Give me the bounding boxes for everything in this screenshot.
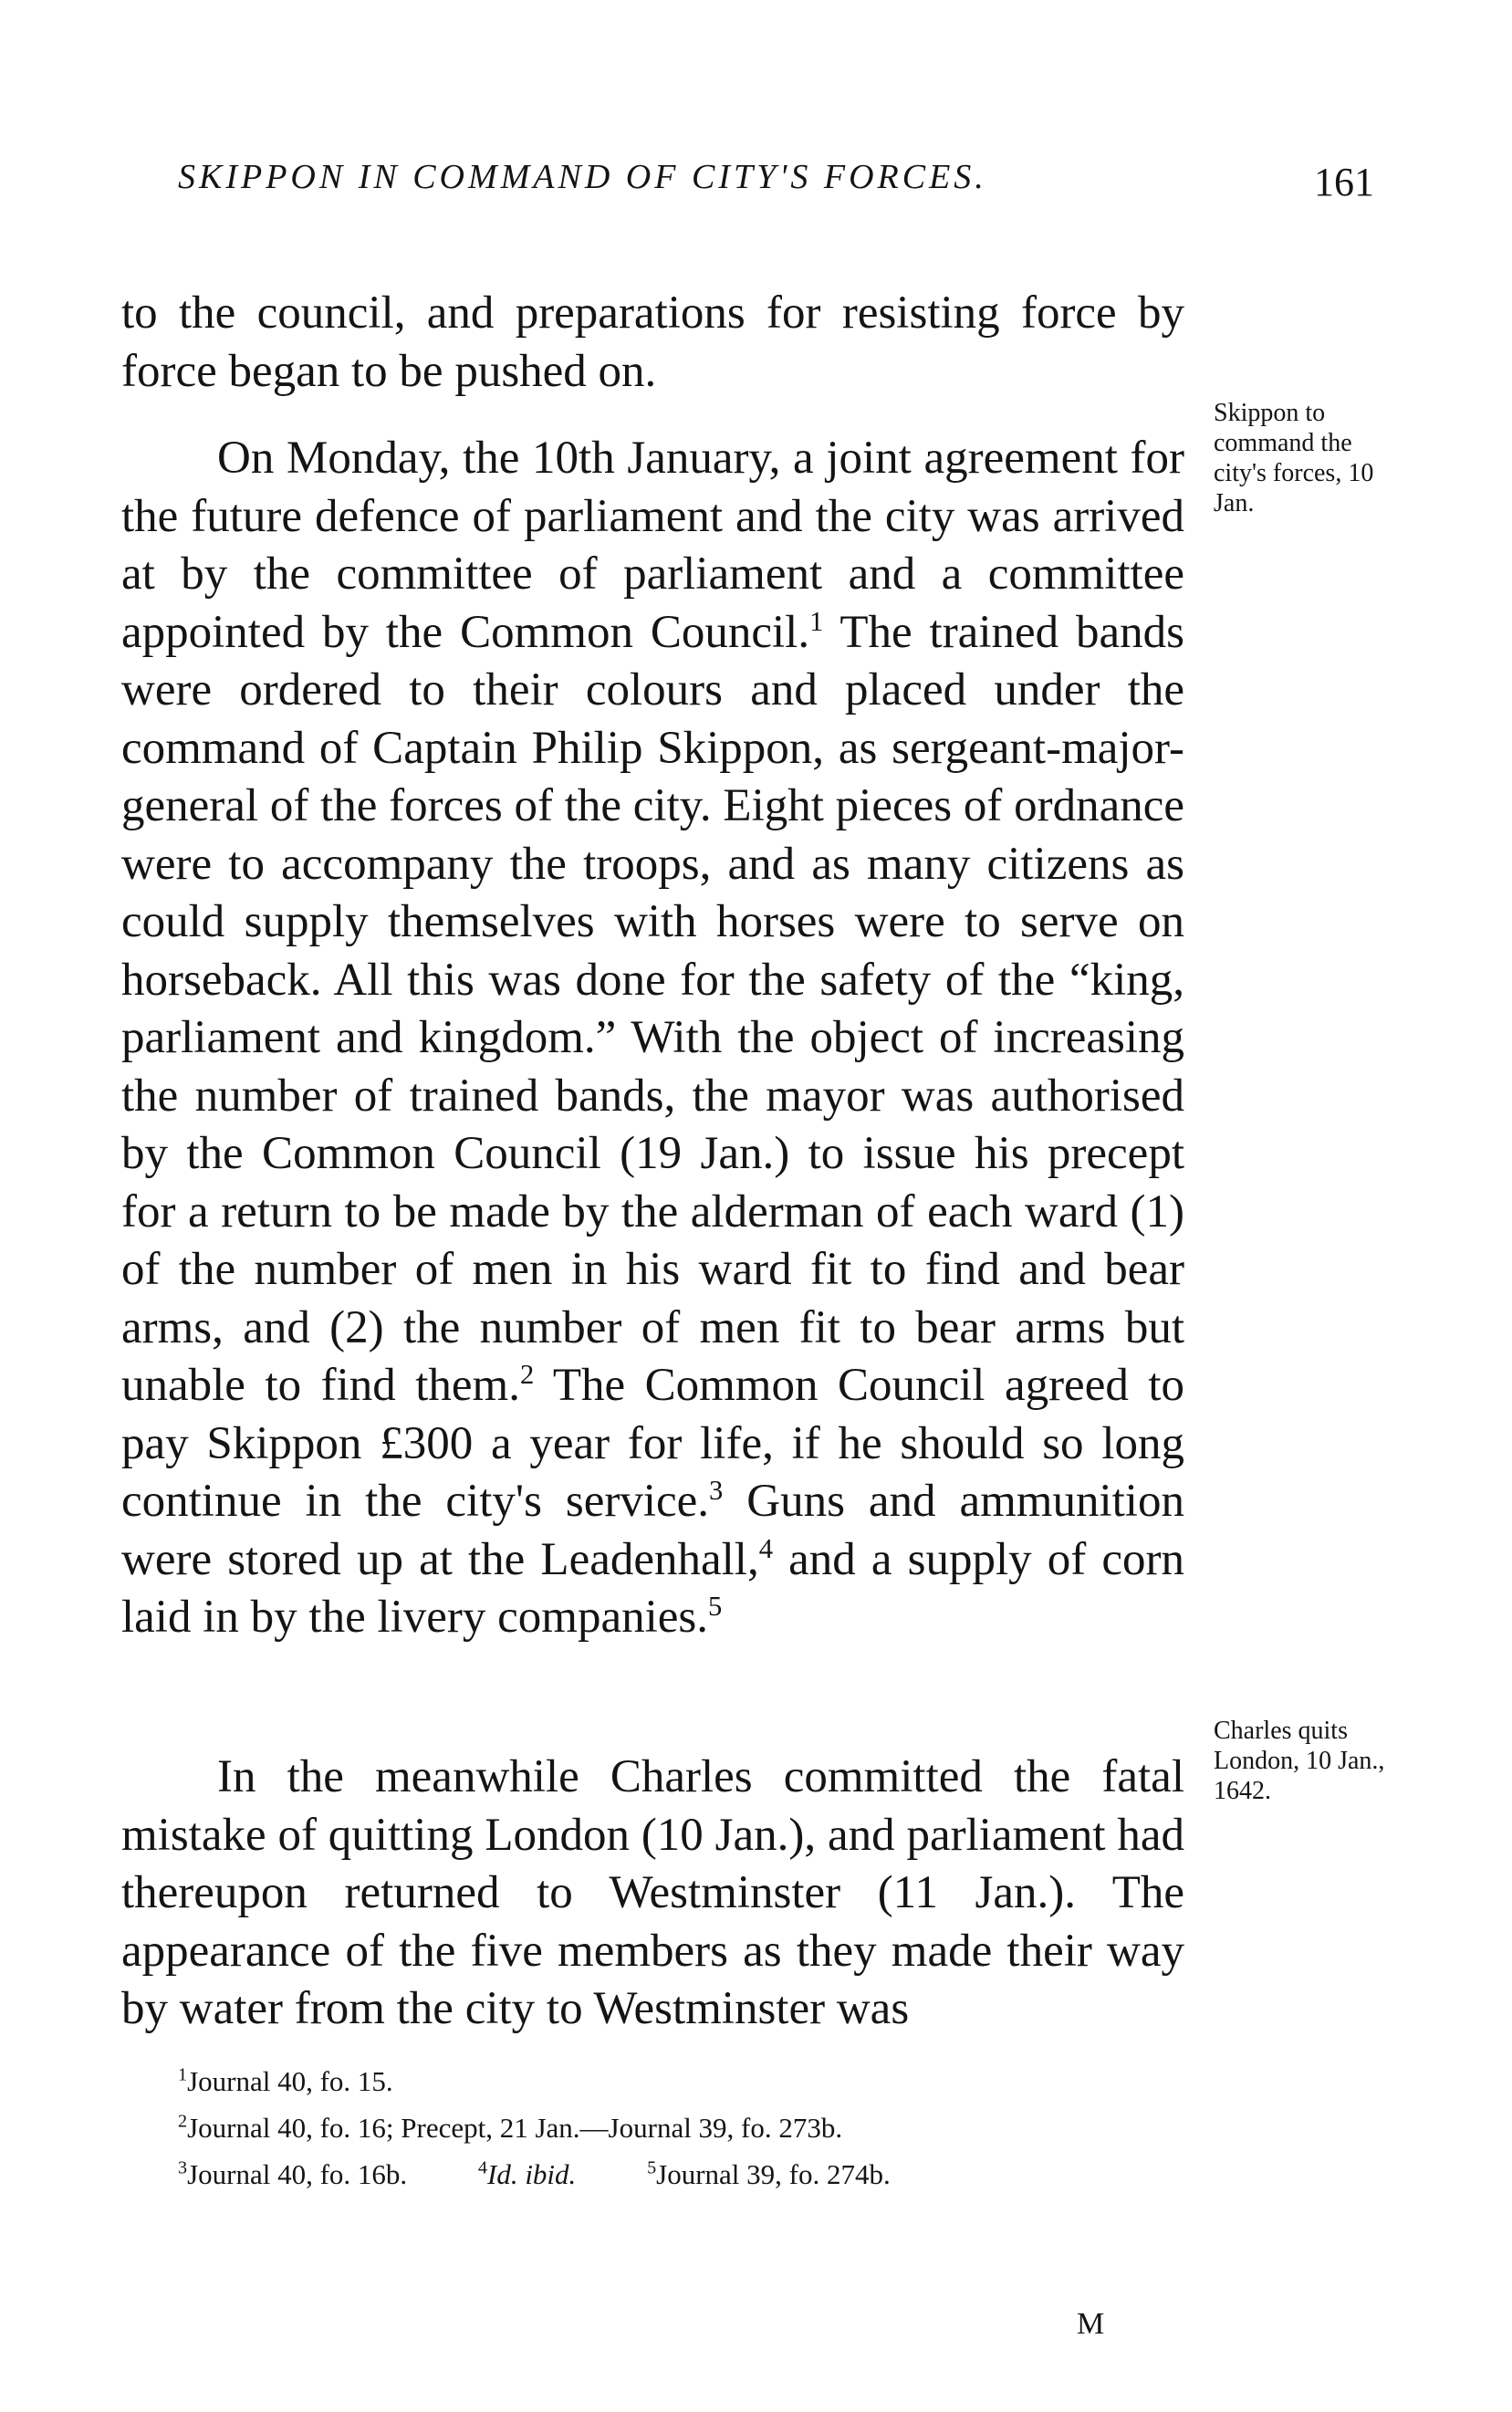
footnote-mark: 1 (178, 2064, 188, 2085)
footnote-2 (178, 2112, 842, 2144)
footnote-line (178, 2058, 1227, 2104)
paragraph-3 (121, 1749, 1184, 2039)
footnote-text: Journal 39, fo. 274b. (656, 2158, 891, 2190)
footnotes (178, 2058, 1227, 2198)
footnote-line (178, 2151, 1227, 2198)
footnote-mark: 5 (647, 2157, 657, 2178)
footnote-mark: 3 (178, 2157, 188, 2178)
footnote-text: Journal 40, fo. 15. (187, 2065, 393, 2097)
footnote-4 (478, 2158, 576, 2190)
footnote-3 (178, 2158, 407, 2190)
signature-mark: M (1077, 2307, 1105, 2341)
page-number: 161 (1314, 160, 1374, 204)
paragraph-text: In the meanwhile Charles committed the fatal mistake of quitting London (10 Jan.), and parliament had thereupon returned to Westminster (11 Jan.). The appearance of the five members as they made their way by water from the city to Westminster was (121, 1751, 1184, 2034)
footnote-ref-2: 2 (519, 1359, 535, 1390)
footnote-ref-4: 4 (758, 1532, 774, 1564)
paragraph-1 (121, 285, 1184, 401)
paragraph-text: Guns and ammunition were stored up at the Leadenhall, (121, 1476, 1184, 1585)
paragraph-2 (121, 430, 1184, 1647)
margin-note-charles: Charles quits London, 10 Jan., 1642. (1214, 1717, 1385, 1805)
footnote-mark: 4 (477, 2157, 487, 2178)
paragraph-text: On Monday, the 10th January, a joint agreement for the future defence of parliament and the city was arrived at by the committee of parliament and a committee appointed by the Common Council. (121, 433, 1184, 658)
footnote-mark: 2 (178, 2111, 188, 2132)
footnote-ref-5: 5 (708, 1591, 723, 1622)
margin-note-skippon: Skippon to command the city's forces, 10 Jan. (1214, 399, 1374, 517)
running-head: SKIPPON IN COMMAND OF CITY'S FORCES. (178, 158, 987, 196)
footnote-text: Journal 40, fo. 16; Precept, 21 Jan.—Journal 39, fo. 273b. (187, 2112, 843, 2144)
footnote-5 (647, 2158, 891, 2190)
paragraph-text: The Common Council agreed to pay Skippon £300 a year for life, if he should so long continue in the city's service. (121, 1360, 1184, 1527)
paragraph-text: The trained bands were ordered to their colours and placed under the command of Captain Philip Skippon, as sergeant-major-general of the forces of the city. Eight pieces of ordnance were to accompany the troops, and as many citizens as could supply themselves with horses were to serve on horseback. All this was done for the safety of the “king, parliament and kingdom.” With the object of increasing the number of trained bands, the mayor was authorised by the Common Council (19 Jan.) to issue his precept for a return to be made by the alderman of each ward (1) of the number of men in his ward fit to find and bear arms, and (2) the number of men fit to bear arms but unable to find them. (121, 606, 1184, 1411)
footnote-text: Journal 40, fo. 16b. (187, 2158, 408, 2190)
footnote-text: Id. ibid. (487, 2158, 577, 2190)
footnote-ref-1: 1 (809, 605, 824, 637)
paragraph-text: to the council, and preparations for resisting force by force began to be pushed on. (121, 287, 1184, 397)
footnote-1 (178, 2065, 393, 2097)
footnote-line (178, 2104, 1227, 2151)
paragraph-text: and a supply of corn laid in by the livery companies. (121, 1533, 1184, 1643)
footnote-ref-3: 3 (709, 1475, 724, 1506)
